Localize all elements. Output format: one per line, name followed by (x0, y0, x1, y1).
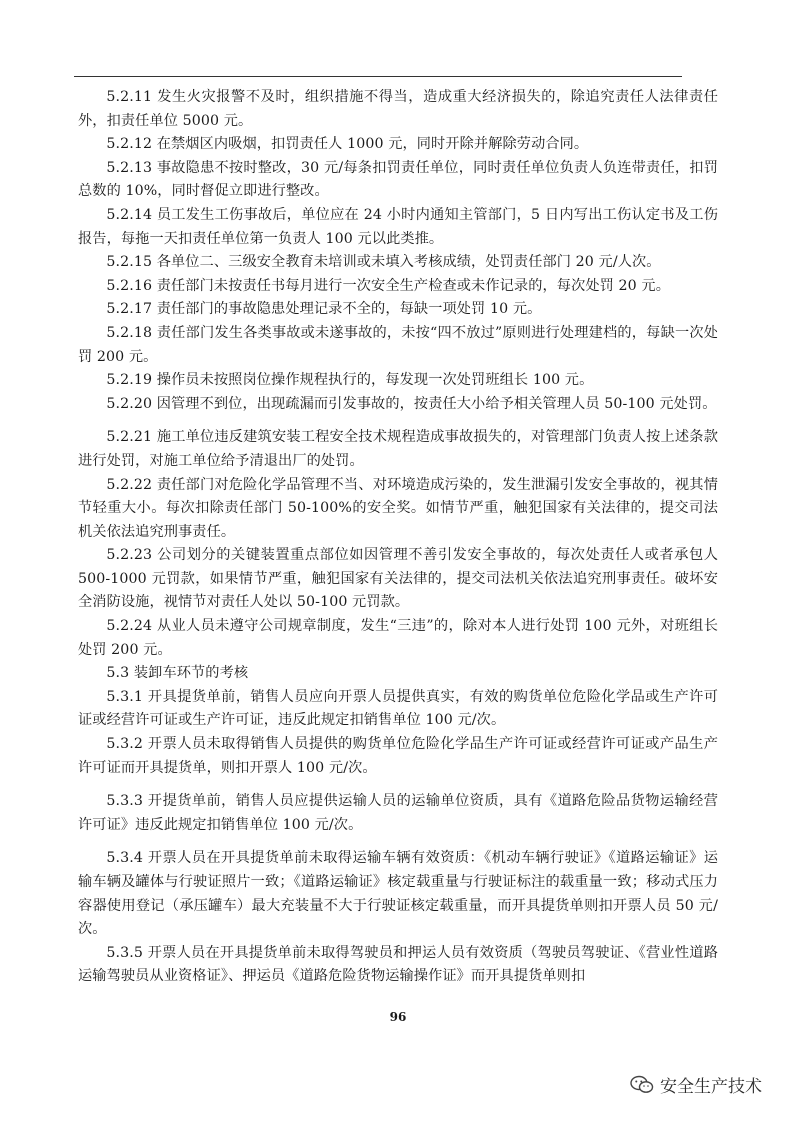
account-watermark (630, 1072, 762, 1097)
clause-5-2-15: 5.2.15 各单位二、三级安全教育未培训或未填入考核成绩，处罚责任部门 20 元/人次。 (106, 254, 661, 271)
document-body (78, 86, 718, 989)
clause-5-3-1: 5.3.1 开具提货单前，销售人员应向开票人员提供真实，有效的购货单位危险化学品或生产许可证或经营许可证或生产许可证，违反此规定扣销售单位 100 元/次。 (78, 688, 718, 729)
watermark-text: 安全生产技术 (660, 1077, 762, 1097)
clause-5-3-5: 5.3.5 开票人员在开具提货单前未取得驾驶员和押运人员有效资质（驾驶员驾驶证、《营业性道路运输驾驶员从业资格证》、押运员《道路危险货物运输操作证》而开具提货单则扣 (78, 944, 718, 985)
clause-5-2-20: 5.2.20 因管理不到位，出现疏漏而引发事故的，按责任大小给予相关管理人员 50-100 元处罚。 (106, 395, 717, 412)
clause-5-2-17: 5.2.17 责任部门的事故隐患处理记录不全的，每缺一项处罚 10 元。 (106, 301, 542, 318)
clause-5-2-13: 5.2.13 事故隐患不按时整改，30 元/每条扣罚责任单位，同时责任单位负责人负连带责任，扣罚总数的 10%，同时督促立即进行整改。 (78, 159, 718, 200)
clause-5-2-11: 5.2.11 发生火灾报警不及时，组织措施不得当，造成重大经济损失的，除追究责任人法律责任外，扣责任单位 5000 元。 (78, 89, 718, 129)
header-rule (74, 76, 682, 77)
clause-5-2-21: 5.2.21 施工单位违反建筑安装工程安全技术规程造成事故损失的，对管理部门负责人按上述条款进行处罚，对施工单位给予清退出厂的处罚。 (78, 429, 718, 469)
clause-5-2-16: 5.2.16 责任部门未按责任书每月进行一次安全生产检查或未作记录的，每次处罚 20 元。 (106, 277, 670, 294)
clause-5-2-19: 5.2.19 操作员未按照岗位操作规程执行的，每发现一次处罚班组长 100 元。 (106, 372, 594, 389)
clause-5-2-22: 5.2.22 责任部门对危险化学品管理不当、对环境造成污染的，发生泄漏引发安全事故的，视其情节轻重大小。每次扣除责任部门 50-100%的安全奖。如情节严重，触犯国家有关法律的，提交司法机关依法追究刑事责任。 (78, 476, 718, 540)
clause-5-2-18: 5.2.18 责任部门发生各类事故或未遂事故的，未按“四不放过”原则进行处理建档的，每缺一次处罚 200 元。 (78, 324, 718, 365)
clause-5-3-2: 5.3.2 开票人员未取得销售人员提供的购货单位危险化学品生产许可证或经营许可证或产品生产许可证而开具提货单，则扣开票人 100 元/次。 (78, 736, 718, 776)
clause-5-2-24: 5.2.24 从业人员未遵守公司规章制度，发生“三违”的，除对本人进行处罚 100 元外，对班组长处罚 200 元。 (78, 618, 718, 658)
clause-5-2-14: 5.2.14 员工发生工伤事故后，单位应在 24 小时内通知主管部门，5 日内写出工伤认定书及工伤报告，每拖一天扣责任单位第一负责人 100 元以此类推。 (78, 206, 718, 247)
wechat-icon (630, 1075, 654, 1095)
clause-5-2-23: 5.2.23 公司划分的关键装置重点部位如因管理不善引发安全事故的，每次处责任人或者承包人 500-1000 元罚款，如果情节严重，触犯国家有关法律的，提交司法机关依法追究刑事责任。破坏安全消防设施，视情节对责任人处以 50-100 元罚款。 (78, 547, 718, 611)
page-number: 96 (389, 1010, 407, 1024)
clause-5-2-12: 5.2.12 在禁烟区内吸烟，扣罚责任人 1000 元，同时开除并解除劳动合同。 (106, 136, 589, 153)
clause-5-3-4: 5.3.4 开票人员在开具提货单前未取得运输车辆有效资质：《机动车辆行驶证》《道路运输证》运输车辆及罐体与行驶证照片一致；《道路运输证》核定载重量与行驶证标注的载重量一致；移动式压力容器使用登记（承压罐车）最大充装量不大于行驶证核定载重量，而开具提货单则扣开票人员 50 元/次。 (78, 850, 718, 938)
section-heading-5-3: 5.3 装卸车环节的考核 (106, 665, 249, 682)
clause-5-3-3: 5.3.3 开提货单前，销售人员应提供运输人员的运输单位资质，具有《道路危险品货物运输经营许可证》违反此规定扣销售单位 100 元/次。 (78, 793, 718, 833)
